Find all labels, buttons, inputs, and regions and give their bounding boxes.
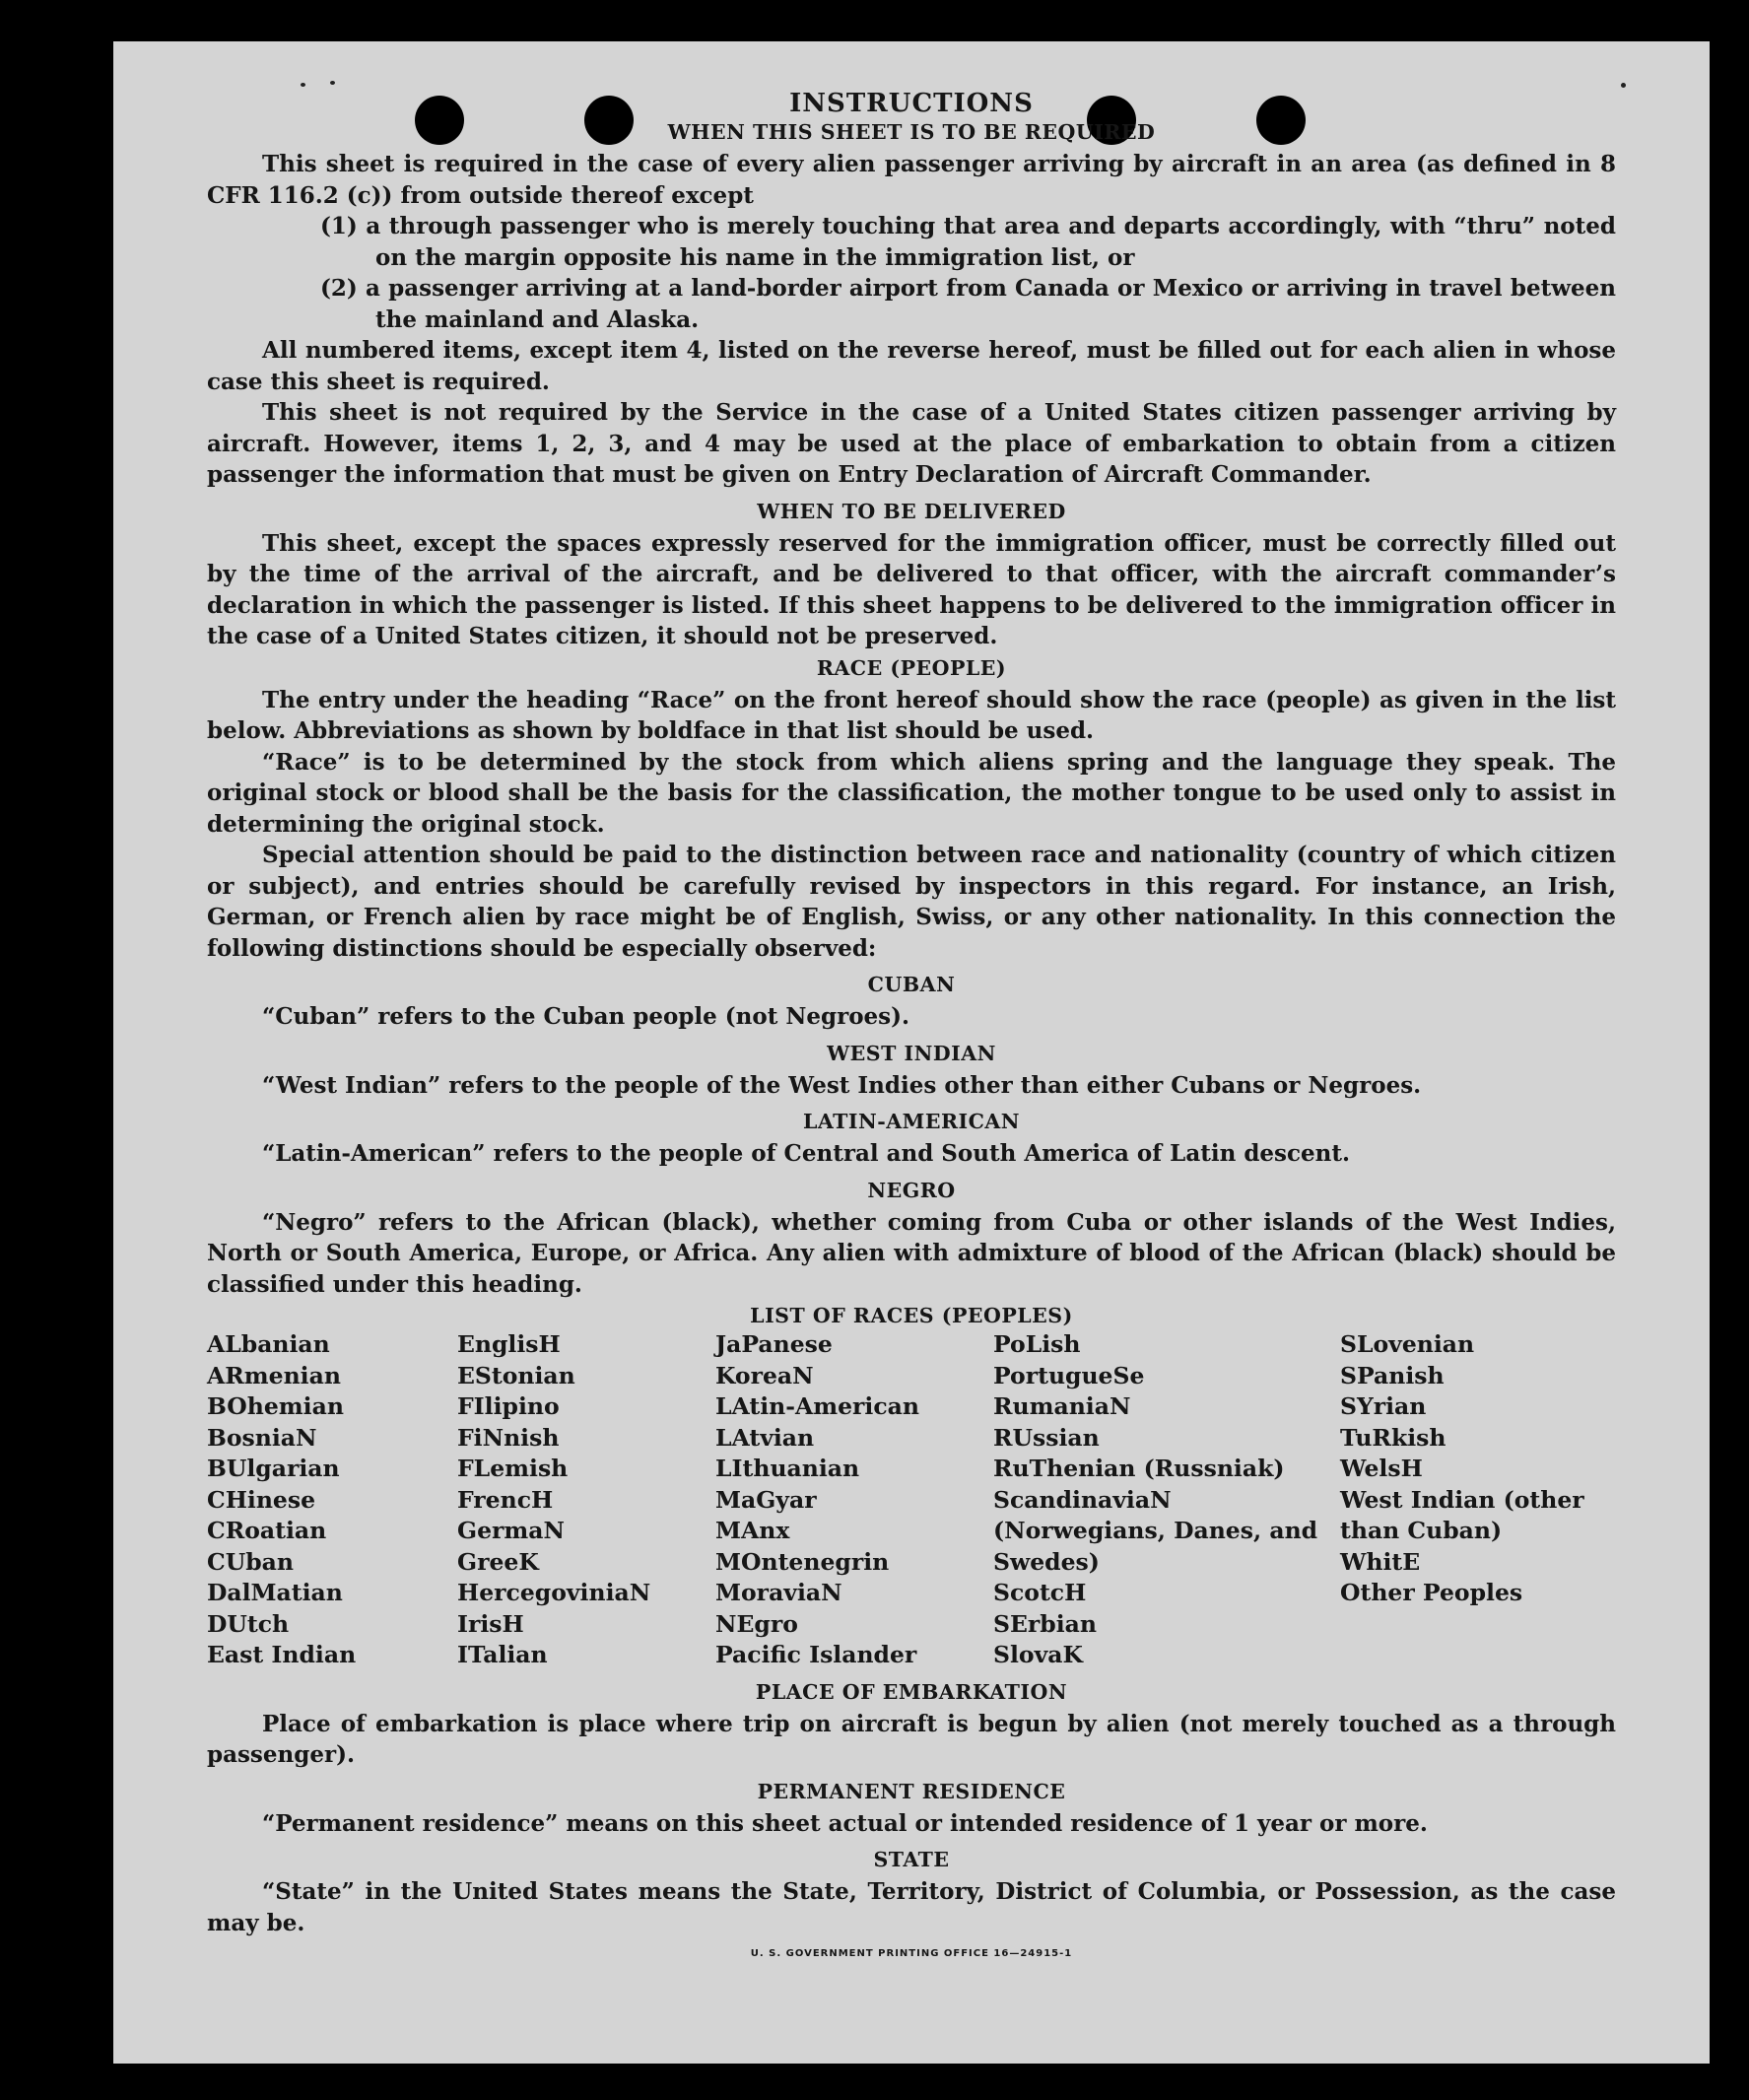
race-item: Pacific Islander — [715, 1641, 917, 1668]
section-heading: RACE (PEOPLE) — [816, 655, 1007, 680]
document-page — [113, 41, 1710, 2064]
race-item: FIlipino — [457, 1392, 560, 1420]
race-item: FrencH — [457, 1485, 554, 1514]
paragraph: “Latin-American” refers to the people of Central and South America of Latin descent. — [262, 1140, 1350, 1167]
races-column — [207, 1329, 457, 1671]
race-item: TuRkish — [1340, 1423, 1446, 1452]
race-item: SlovaK — [993, 1641, 1083, 1668]
instructions-content — [207, 89, 1616, 1959]
race-item: East Indian — [207, 1641, 357, 1668]
section-heading: WHEN THIS SHEET IS TO BE REQUIRED — [667, 120, 1156, 144]
race-item: FLemish — [457, 1455, 569, 1482]
race-item: JaPanese — [715, 1330, 833, 1358]
race-item: LAtvian — [715, 1423, 815, 1452]
race-item: ITalian — [457, 1641, 548, 1668]
race-item: LIthuanian — [715, 1455, 860, 1482]
race-item: SErbian — [993, 1609, 1097, 1638]
race-item: CRoatian — [207, 1517, 327, 1544]
numbered-item: (2) a passenger arriving at a land-border airport from Canada or Mexico or arriving in travel between the mainland and Alaska. — [320, 275, 1616, 333]
section-heading: PLACE OF EMBARKATION — [755, 1679, 1068, 1704]
paragraph: All numbered items, except item 4, listed on the reverse hereof, must be filled out for each alien in whose case this sheet is required. — [207, 337, 1616, 395]
paragraph: “West Indian” refers to the people of the West Indies other than either Cubans or Negroes. — [262, 1071, 1422, 1099]
races-list — [207, 1329, 1616, 1671]
races-column — [1340, 1329, 1616, 1671]
paragraph: Place of embarkation is place where trip on aircraft is begun by alien (not merely touched as a through passenger). — [207, 1710, 1616, 1768]
section-heading: WHEN TO BE DELIVERED — [757, 499, 1066, 523]
section-heading: STATE — [873, 1848, 950, 1871]
race-item: CHinese — [207, 1485, 316, 1514]
races-column — [993, 1329, 1340, 1671]
race-item: LAtin-American — [715, 1392, 919, 1420]
paragraph: This sheet, except the spaces expressly reserved for the immigration officer, must be correctly filled out by the time of the arrival of the aircraft, and be delivered to that officer, with the aircraft commander’s declaration in which the passenger is listed. If this sheet happens to be delivered to the immigration officer in the case of a United States citizen, it should not be preserved. — [207, 529, 1616, 649]
speck — [330, 81, 335, 85]
race-item: MoraviaN — [715, 1579, 842, 1606]
race-item: ARmenian — [207, 1361, 341, 1389]
race-item: Other Peoples — [1340, 1579, 1523, 1606]
race-item: NEgro — [715, 1609, 798, 1638]
race-item: IrisH — [457, 1609, 524, 1638]
race-item: DUtch — [207, 1609, 290, 1638]
speck — [1621, 83, 1626, 88]
race-item: ALbanian — [207, 1330, 330, 1358]
race-item: BUlgarian — [207, 1455, 340, 1482]
section-heading: LATIN-AMERICAN — [802, 1110, 1021, 1133]
race-item: SPanish — [1340, 1361, 1445, 1389]
race-item: FiNnish — [457, 1423, 560, 1452]
race-item: DalMatian — [207, 1579, 343, 1606]
race-item: ScotcH — [993, 1579, 1087, 1606]
race-item: KoreaN — [715, 1361, 814, 1389]
paragraph: “State” in the United States means the State, Territory, District of Columbia, or Possession, as the case may be. — [207, 1878, 1616, 1936]
race-item: MAnx — [715, 1517, 790, 1544]
race-item: WelsH — [1340, 1455, 1423, 1482]
paragraph: The entry under the heading “Race” on the front hereof should show the race (people) as given in the list below. Abbreviations as shown by boldface in that list should be used. — [207, 686, 1616, 744]
race-item: SYrian — [1340, 1392, 1427, 1420]
section-heading: NEGRO — [867, 1178, 956, 1202]
paragraph: “Cuban” refers to the Cuban people (not Negroes). — [262, 1003, 910, 1030]
section-heading: PERMANENT RESIDENCE — [757, 1779, 1066, 1803]
race-item: RUssian — [993, 1423, 1100, 1452]
race-item: MOntenegrin — [715, 1547, 890, 1576]
paragraph: Special attention should be paid to the distinction between race and nationality (country of which citizen or subject), and entries should be carefully revised by inspectors in this regard. For instance, an Irish, German, or French alien by race might be of English, Swiss, or any other nationality. In this connection the following distinctions should be especially observed: — [207, 842, 1616, 962]
race-item: West Indian (other than Cuban) — [1340, 1485, 1584, 1544]
paragraph: “Race” is to be determined by the stock from which aliens spring and the language they speak. The original stock or blood shall be the basis for the classification, the mother tongue to be used only to assist in determining the original stock. — [207, 748, 1616, 838]
paragraph: “Permanent residence” means on this sheet actual or intended residence of 1 year or more. — [262, 1809, 1428, 1837]
section-heading: LIST OF RACES (PEOPLES) — [750, 1304, 1073, 1327]
race-item: RumaniaN — [993, 1392, 1131, 1420]
section-heading: CUBAN — [867, 973, 956, 996]
race-item: EnglisH — [457, 1330, 561, 1358]
race-item: HercegoviniaN — [457, 1579, 651, 1606]
race-item: GreeK — [457, 1547, 539, 1576]
race-item: BOhemian — [207, 1392, 344, 1420]
race-item: MaGyar — [715, 1485, 817, 1514]
paragraph: This sheet is not required by the Service in the case of a United States citizen passenger arriving by aircraft. However, items 1, 2, 3, and 4 may be used at the place of embarkation to obtain from a citizen passenger the information that must be given on Entry Declaration of Aircraft Commander. — [207, 399, 1616, 488]
paragraph: “Negro” refers to the African (black), whether coming from Cuba or other islands of the West Indies, North or South America, Europe, or Africa. Any alien with admixture of blood of the African (black) should be classified under this heading. — [207, 1208, 1616, 1298]
printer-imprint: U. S. GOVERNMENT PRINTING OFFICE 16—24915-1 — [750, 1948, 1073, 1959]
race-item: BosniaN — [207, 1423, 317, 1452]
speck — [301, 83, 305, 87]
races-column — [457, 1329, 715, 1671]
race-item: CUban — [207, 1547, 294, 1576]
race-item: GermaN — [457, 1517, 565, 1544]
page-title: INSTRUCTIONS — [789, 89, 1034, 118]
race-item: ScandinaviaN (Norwegians, Danes, and Swedes) — [993, 1485, 1318, 1576]
race-item: PortugueSe — [993, 1361, 1145, 1389]
races-column — [715, 1329, 993, 1671]
paragraph: This sheet is required in the case of every alien passenger arriving by aircraft in an area (as defined in 8 CFR 116.2 (c)) from outside thereof except — [207, 151, 1616, 209]
race-item: EStonian — [457, 1361, 575, 1389]
race-item: WhitE — [1340, 1547, 1421, 1576]
race-item: SLovenian — [1340, 1330, 1475, 1358]
race-item: PoLish — [993, 1330, 1081, 1358]
section-heading: WEST INDIAN — [827, 1041, 996, 1065]
race-item: RuThenian (Russniak) — [993, 1455, 1285, 1482]
numbered-item: (1) a through passenger who is merely touching that area and departs accordingly, with “thru” noted on the margin opposite his name in the immigration list, or — [320, 213, 1616, 271]
